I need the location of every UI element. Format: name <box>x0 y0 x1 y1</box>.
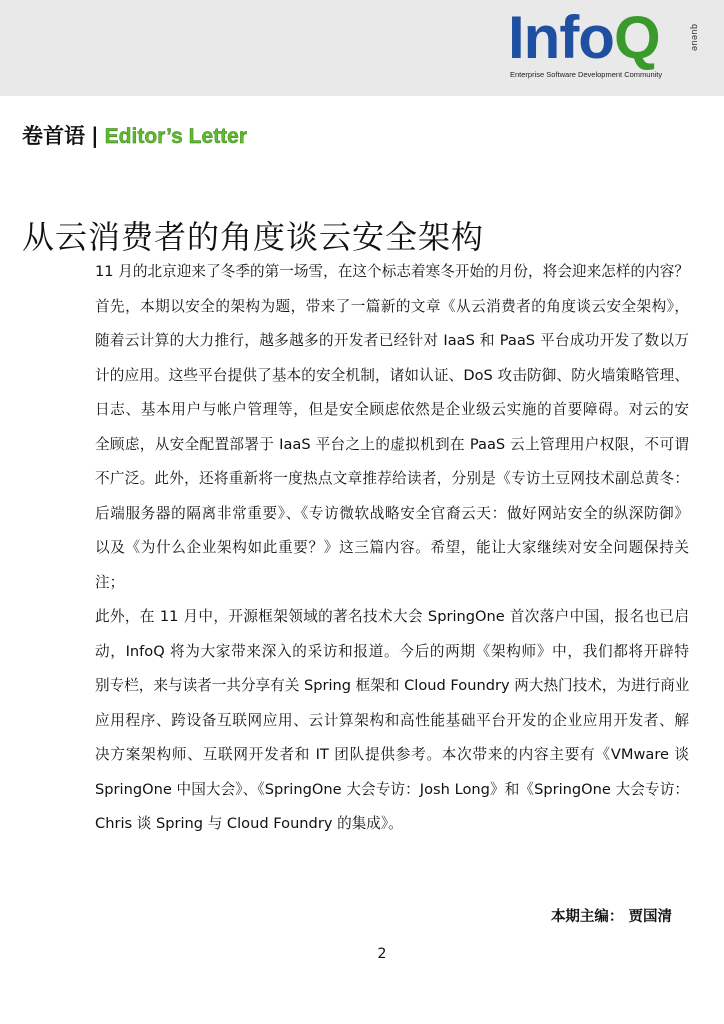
logo-info: Info <box>508 4 614 71</box>
body-line: 全顾虑，从安全配置部署于 IaaS 平台之上的虚拟机到在 PaaS 云上管理用户权限，不可谓 <box>95 435 689 453</box>
section-title <box>22 120 247 150</box>
page-number: 2 <box>377 946 387 962</box>
section-title-separator: | <box>91 124 99 148</box>
body-line: 不广泛。此外，还将重新将一度热点文章推荐给读者，分别是《专访土豆网技术副总黄冬： <box>95 470 689 487</box>
logo-tagline: Enterprise Software Development Community <box>510 70 663 79</box>
body-line: 后端服务器的隔离非常重要》、《专访微软战略安全官裔云天：做好网站安全的纵深防御》 <box>95 504 689 522</box>
body-line: 计的应用。这些平台提供了基本的安全机制，诸如认证、DoS 攻击防御、防火墙策略管理、 <box>95 366 689 384</box>
article-body <box>95 258 689 845</box>
editor-credit: 本期主编： 贾国清 <box>550 909 672 925</box>
logo-wordmark <box>508 6 660 70</box>
header-band <box>0 0 724 96</box>
section-title-en: Editor’s Letter <box>104 125 248 148</box>
body-line: 11 月的北京迎来了冬季的第一场雪，在这个标志着寒冬开始的月份，将会迎来怎样的内容？ <box>95 263 689 280</box>
infoq-logo <box>508 4 704 82</box>
body-line: 应用程序、跨设备互联网应用、云计算架构和高性能基础平台开发的企业应用开发者、解 <box>95 711 689 729</box>
body-line: SpringOne 中国大会》、《SpringOne 大会专访：Josh Long》和《SpringOne 大会专访： <box>95 780 689 798</box>
body-line: 决方案架构师、互联网开发者和 IT 团队提供参考。本次带来的内容主要有《VMware 谈 <box>95 746 689 763</box>
logo-q: Q <box>613 4 660 71</box>
body-line: 动，InfoQ 将为大家带来深入的采访和报道。今后的两期《架构师》中，我们都将开辟特 <box>95 642 689 660</box>
body-line: 首先，本期以安全的架构为题，带来了一篇新的文章《从云消费者的角度谈云安全架构》， <box>95 297 689 315</box>
body-line: 日志、基本用户与帐户管理等，但是安全顾虑依然是企业级云实施的首要障碍。对云的安 <box>95 401 689 418</box>
body-line: 随着云计算的大力推行，越多越多的开发者已经针对 IaaS 和 PaaS 平台成功开发了数以万 <box>95 332 689 349</box>
body-line: 别专栏，来与读者一共分享有关 Spring 框架和 Cloud Foundry 两大热门技术，为进行商业 <box>95 677 690 694</box>
body-line: 此外，在 11 月中，开源框架领域的著名技术大会 SpringOne 首次落户中国，报名也已启 <box>95 608 689 625</box>
section-title-cn: 卷首语 <box>22 124 85 148</box>
body-line: 以及《为什么企业架构如此重要？》这三篇内容。希望，能让大家继续对安全问题保持关 <box>95 539 689 556</box>
article-title: 从云消费者的角度谈云安全架构 <box>22 218 485 256</box>
body-line: 注； <box>95 573 125 591</box>
logo-queue: queue <box>690 24 700 52</box>
body-line: Chris 谈 Spring 与 Cloud Foundry 的集成》。 <box>95 815 403 832</box>
